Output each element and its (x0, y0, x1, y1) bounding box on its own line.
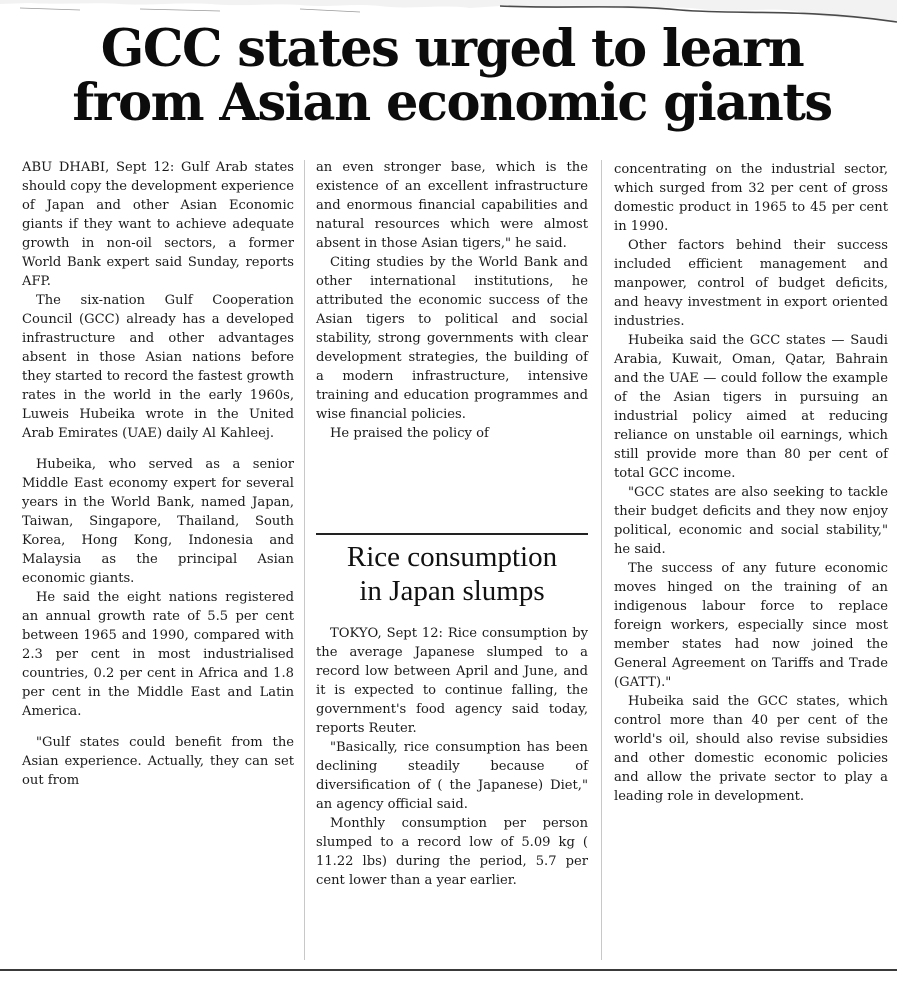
article-paragraph: "GCC states are also seeking to tackle their budget deficits and they now enjoy political, economic and social stability," he said. (614, 485, 888, 557)
article-paragraph: Hubeika said the GCC states — Saudi Arabia, Kuwait, Oman, Qatar, Bahrain and the UAE — could follow the example of the Asian tigers in pursuing an industrial policy aimed at reducing reliance on unstable oil earnings, which still provide more than 80 per cent of total GCC income. (614, 333, 888, 481)
sidebar-headline (316, 540, 588, 608)
sidebar-paragraph: Monthly consumption per person slumped to a record low of 5.09 kg ( 11.22 lbs) during the period, 5.7 per cent lower than a year earlier. (316, 816, 588, 888)
article-paragraph: He praised the policy of (330, 426, 489, 441)
article-paragraph: The six-nation Gulf Cooperation Council (GCC) already has a developed infrastructure and other advantages absent in those Asian nations before they started to record the fastest growth rates in the world in the early 1960s, Luweis Hubeika wrote in the United Arab Emirates (UAE) daily Al Kahleej. (22, 293, 294, 441)
main-headline-line-1: GCC states urged to learn (100, 19, 804, 79)
sidebar-article-rule (316, 533, 588, 535)
main-headline (16, 19, 888, 133)
article-paragraph: Hubeika said the GCC states, which control more than 40 per cent of the world's oil, should also revise subsidies and other domestic economic policies and allow the private sector to play a leading role in development. (614, 694, 888, 804)
column-separator (304, 160, 305, 960)
article-paragraph: He said the eight nations registered an annual growth rate of 5.5 per cent between 1965 and 1990, compared with 2.3 per cent in most industrialised countries, 0.2 per cent in Africa and 1.8 per cent in the Middle East and Latin America. (22, 590, 294, 719)
article-paragraph: "Gulf states could benefit from the Asian experience. Actually, they can set out from (22, 735, 294, 788)
article-paragraph: ABU DHABI, Sept 12: Gulf Arab states should copy the development experience of Japan and other Asian Economic giants if they want to achieve adequate growth in non-oil sectors, a former World Bank expert said Sunday, reports AFP. (22, 160, 294, 289)
sidebar-headline-line-1: Rice consumption (346, 541, 558, 573)
article-column-2 (316, 158, 588, 443)
sidebar-article-body (316, 624, 588, 890)
article-column-1 (22, 158, 294, 790)
article-paragraph: an even stronger base, which is the existence of an excellent infrastructure and enormous financial capabilities and natural resources which were almost absent in those Asian tigers," he said. (316, 160, 588, 251)
article-paragraph: The success of any future economic moves hinged on the training of an indigenous labour force to replace foreign workers, especially since most member states had now joined the General Agreement on Tariffs and Trade (GATT)." (614, 561, 888, 690)
sidebar-headline-line-2: in Japan slumps (359, 575, 545, 607)
article-column-3 (614, 160, 888, 806)
column-separator (601, 160, 602, 960)
sidebar-paragraph: TOKYO, Sept 12: Rice consumption by the average Japanese slumped to a record low between April and June, and it is expected to continue falling, the government's food agency said today, reports Reuter. (316, 626, 588, 736)
sidebar-paragraph: "Basically, rice consumption has been declining steadily because of diversification of ( the Japanese) Diet," an agency official said. (316, 740, 588, 812)
article-paragraph: Citing studies by the World Bank and other international institutions, he attributed the economic success of the Asian tigers to political and social stability, strong governments with clear development strategies, the building of a modern infrastructure, intensive training and education programmes and wise financial policies. (316, 255, 588, 422)
main-headline-line-2: from Asian economic giants (72, 73, 832, 133)
article-paragraph: concentrating on the industrial sector, which surged from 32 per cent of gross domestic product in 1965 to 45 per cent in 1990. (614, 162, 888, 234)
article-paragraph: Hubeika, who served as a senior Middle East economy expert for several years in the World Bank, named Japan, Taiwan, Singapore, Thailand, South Korea, Hong Kong, Indonesia and Malaysia as the principal Asian economic giants. (22, 457, 294, 586)
article-paragraph: Other factors behind their success included efficient management and manpower, control of budget deficits, and heavy investment in export oriented industries. (614, 238, 888, 329)
clipping-bottom-border (0, 969, 897, 971)
